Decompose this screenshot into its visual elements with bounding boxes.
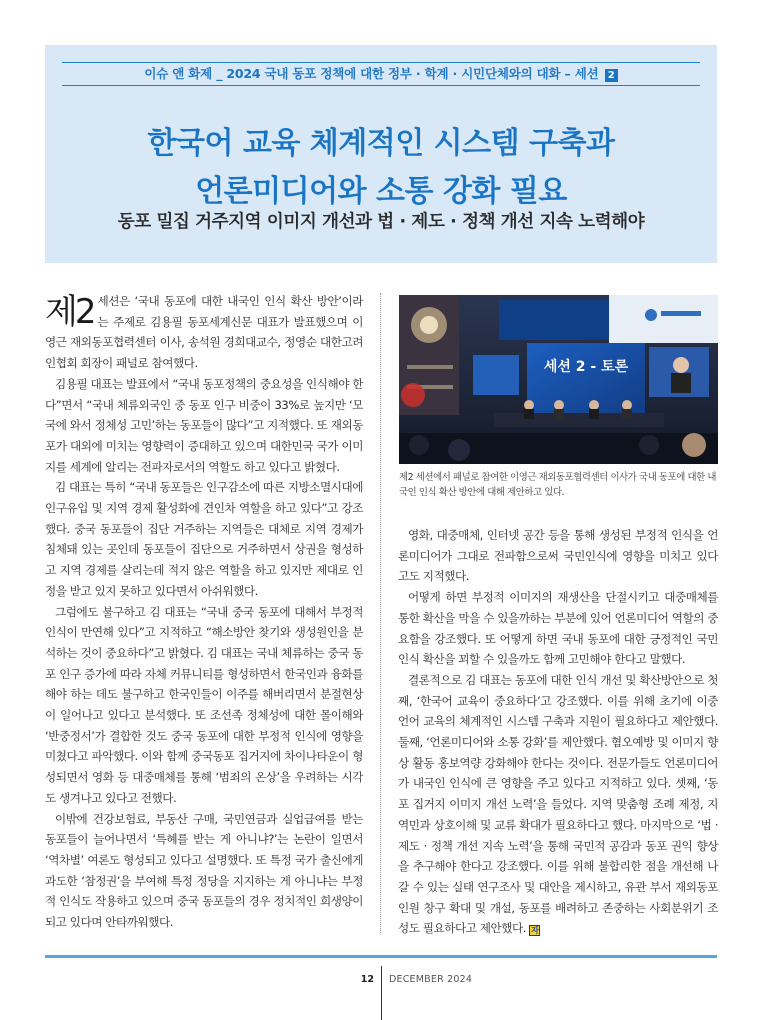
article-left-column <box>45 291 363 933</box>
page-number: 12 <box>360 974 374 985</box>
series-number-badge: 2 <box>605 69 618 82</box>
article-title-line2: 언론미디어와 소통 강화 필요 <box>195 174 567 209</box>
column-divider <box>380 293 381 933</box>
article-right-column <box>398 525 718 939</box>
article-subtitle: 동포 밀집 거주지역 이미지 개선과 법 · 제도 · 정책 개선 지속 노력해야 <box>117 212 645 232</box>
paragraph: 김용필 대표는 발표에서 “국내 동포정책의 중요성을 인식해야 한다”면서 “국내 체류외국인 중 동포 인구 비중이 33%로 높지만 ‘모국에 와서 정체성 고민’하는 동포들이 많다”고 지적했다. 또 재외동포가 대외에 미치는 영향력이 증대하고 있으며 대한민국 국가 이미지를 세계에 알리는 전파자로서의 역할도 하고 있다고 밝혔다. <box>45 376 363 474</box>
paragraph: 김 대표는 특히 “국내 동포들은 인구감소에 따른 지방소멸시대에 인구유입 및 지역 경제 활성화에 견인차 역할을 하고 있다”고 강조했다. 중국 동포들이 집단 거주하는 지역들은 대체로 지역 경제가 침체돼 있는 곳인데 동포들이 집단으로 거주하면서 상권을 형성하고 지역 경제를 살리는데 적지 않은 역할을 하고 있지만 제대로 인정을 받고 있지 못하고 있다면서 아쉬워했다. <box>45 480 363 598</box>
screen-text: 세션 2 - 토론 <box>543 359 629 375</box>
paragraph: 결론적으로 김 대표는 동포에 대한 인식 개선 및 확산방안으로 첫째, ‘한국어 교육이 중요하다’고 강조했다. 이를 위해 초기에 이중 언어 교육의 체계적인 시스템 구축과 지원이 필요하다고 제안했다. 둘째, ‘언론미디어와 소통 강화’를 제안했다. 혐오예방 및 이미지 향상 활동 홍보역량 강화해야 한다는 것이다. 전문가들도 언론미디어가 내국인 인식에 큰 영향을 주고 있다고 지적하고 있다. 셋째, ‘동포 집거지 이미지 개선 노력’을 들었다. 지역 맞춤형 조례 제정, 지역민과 상호이해 및 교류 확대가 필요하다고 했다. 마지막으로 ‘법 · 제도 · 정책 개선 지속 노력’을 통해 국민적 공감과 동포 권익 향상을 추구해야 한다고 강조했다. 이를 위해 불합리한 점을 개선해 나갈 수 있는 실태 연구조사 및 대안을 제시하고, 유관 부서 재외동포 인원 창구 확대 및 개설, 동포를 배려하고 존중하는 사회분위기 조성도 필요하다고 제안했다. 자 <box>398 672 718 936</box>
article-title-line1: 한국어 교육 체계적인 시스템 구축과 <box>147 126 615 161</box>
paragraph: 영화, 대중매체, 인터넷 공간 등을 통해 생성된 부정적 인식을 언론미디어가 그대로 전파함으로써 국민인식에 영향을 미치고 있다고도 지적했다. <box>398 528 718 584</box>
paragraph: 어떻게 하면 부정적 이미지의 재생산을 단절시키고 대중매체를 통한 확산을 막을 수 있을까하는 부분에 있어 언론미디어 역할의 중요함을 강조했다. 또 어떻게 하면 국내 동포에 대한 긍정적인 국민인식 확산을 꾀할 수 있을까도 함께 고민해야 한다고 말했다. <box>398 590 718 667</box>
series-label-bar <box>62 62 700 86</box>
paragraph: 제2 세션은 ‘국내 동포에 대한 내국인 인식 확산 방안’이라는 주제로 김용필 동포세계신문 대표가 발표했으며 이영근 재외동포협력센터 이사, 송석원 경희대교수, 정영순 대한고려인협회 회장이 패널로 참여했다. <box>45 292 363 371</box>
photo-caption: 제2 세션에서 패널로 참여한 이영근 재외동포협력센터 이사가 국내 동포에 대한 내국인 인식 확산 방안에 대해 제안하고 있다. <box>399 472 717 498</box>
paragraph: 이밖에 건강보험료, 부동산 구매, 국민연금과 실업급여를 받는 동포들이 늘어나면서 ‘특혜를 받는 게 아니냐?’는 논란이 일면서 ‘역차별’ 여론도 형성되고 있다고 설명했다. 또 특정 국가 출신에게 과도한 ‘참정권’을 부여해 특정 정당을 지지하는 게 아니냐는 부정적 인식도 작용하고 있으며 중국 동포들의 경우 정치적인 희생양이 되고 있다며 안타까워했다. <box>45 811 363 930</box>
footer-separator <box>381 966 382 1020</box>
issue-date: DECEMBER 2024 <box>389 974 473 985</box>
series-label: 이슈 앤 화제 _ 2024 국내 동포 정책에 대한 정부 · 학계 · 시민단체와의 대화 – 세션 <box>144 66 599 81</box>
session-photo <box>399 295 718 464</box>
footer-rule <box>45 955 717 958</box>
dropcap: 제2 <box>45 292 94 332</box>
paragraph: 그럼에도 불구하고 김 대표는 “국내 중국 동포에 대해서 부정적 인식이 만연해 있다”고 지적하고 “해소방안 찾기와 생성원인을 분석하는 것이 중요하다”고 밝혔다. 김 대표는 국내 체류하는 중국 동포 인구 증가에 따라 자체 커뮤니티를 형성하면서 한국인과 융화를 해야 하는 데도 불구하고 한국인들이 이주를 해버리면서 분절현상이 일어나고 있다고 분석했다. 또 조선족 정체성에 대한 몰이해와 ‘반중정서’가 결합한 것도 중국 동포에 대한 부정적 인식에 영향을 미쳤다고 파악했다. 이와 함께 중국동포 집거지에 차이나타운이 형성되면서 영화 등 대중매체를 통해 ‘범죄의 온상’을 우려하는 시각도 생겨나고 있다고 전했다. <box>45 604 363 805</box>
session-photo-illustration <box>399 295 718 464</box>
article-end-mark: 자 <box>531 926 539 936</box>
